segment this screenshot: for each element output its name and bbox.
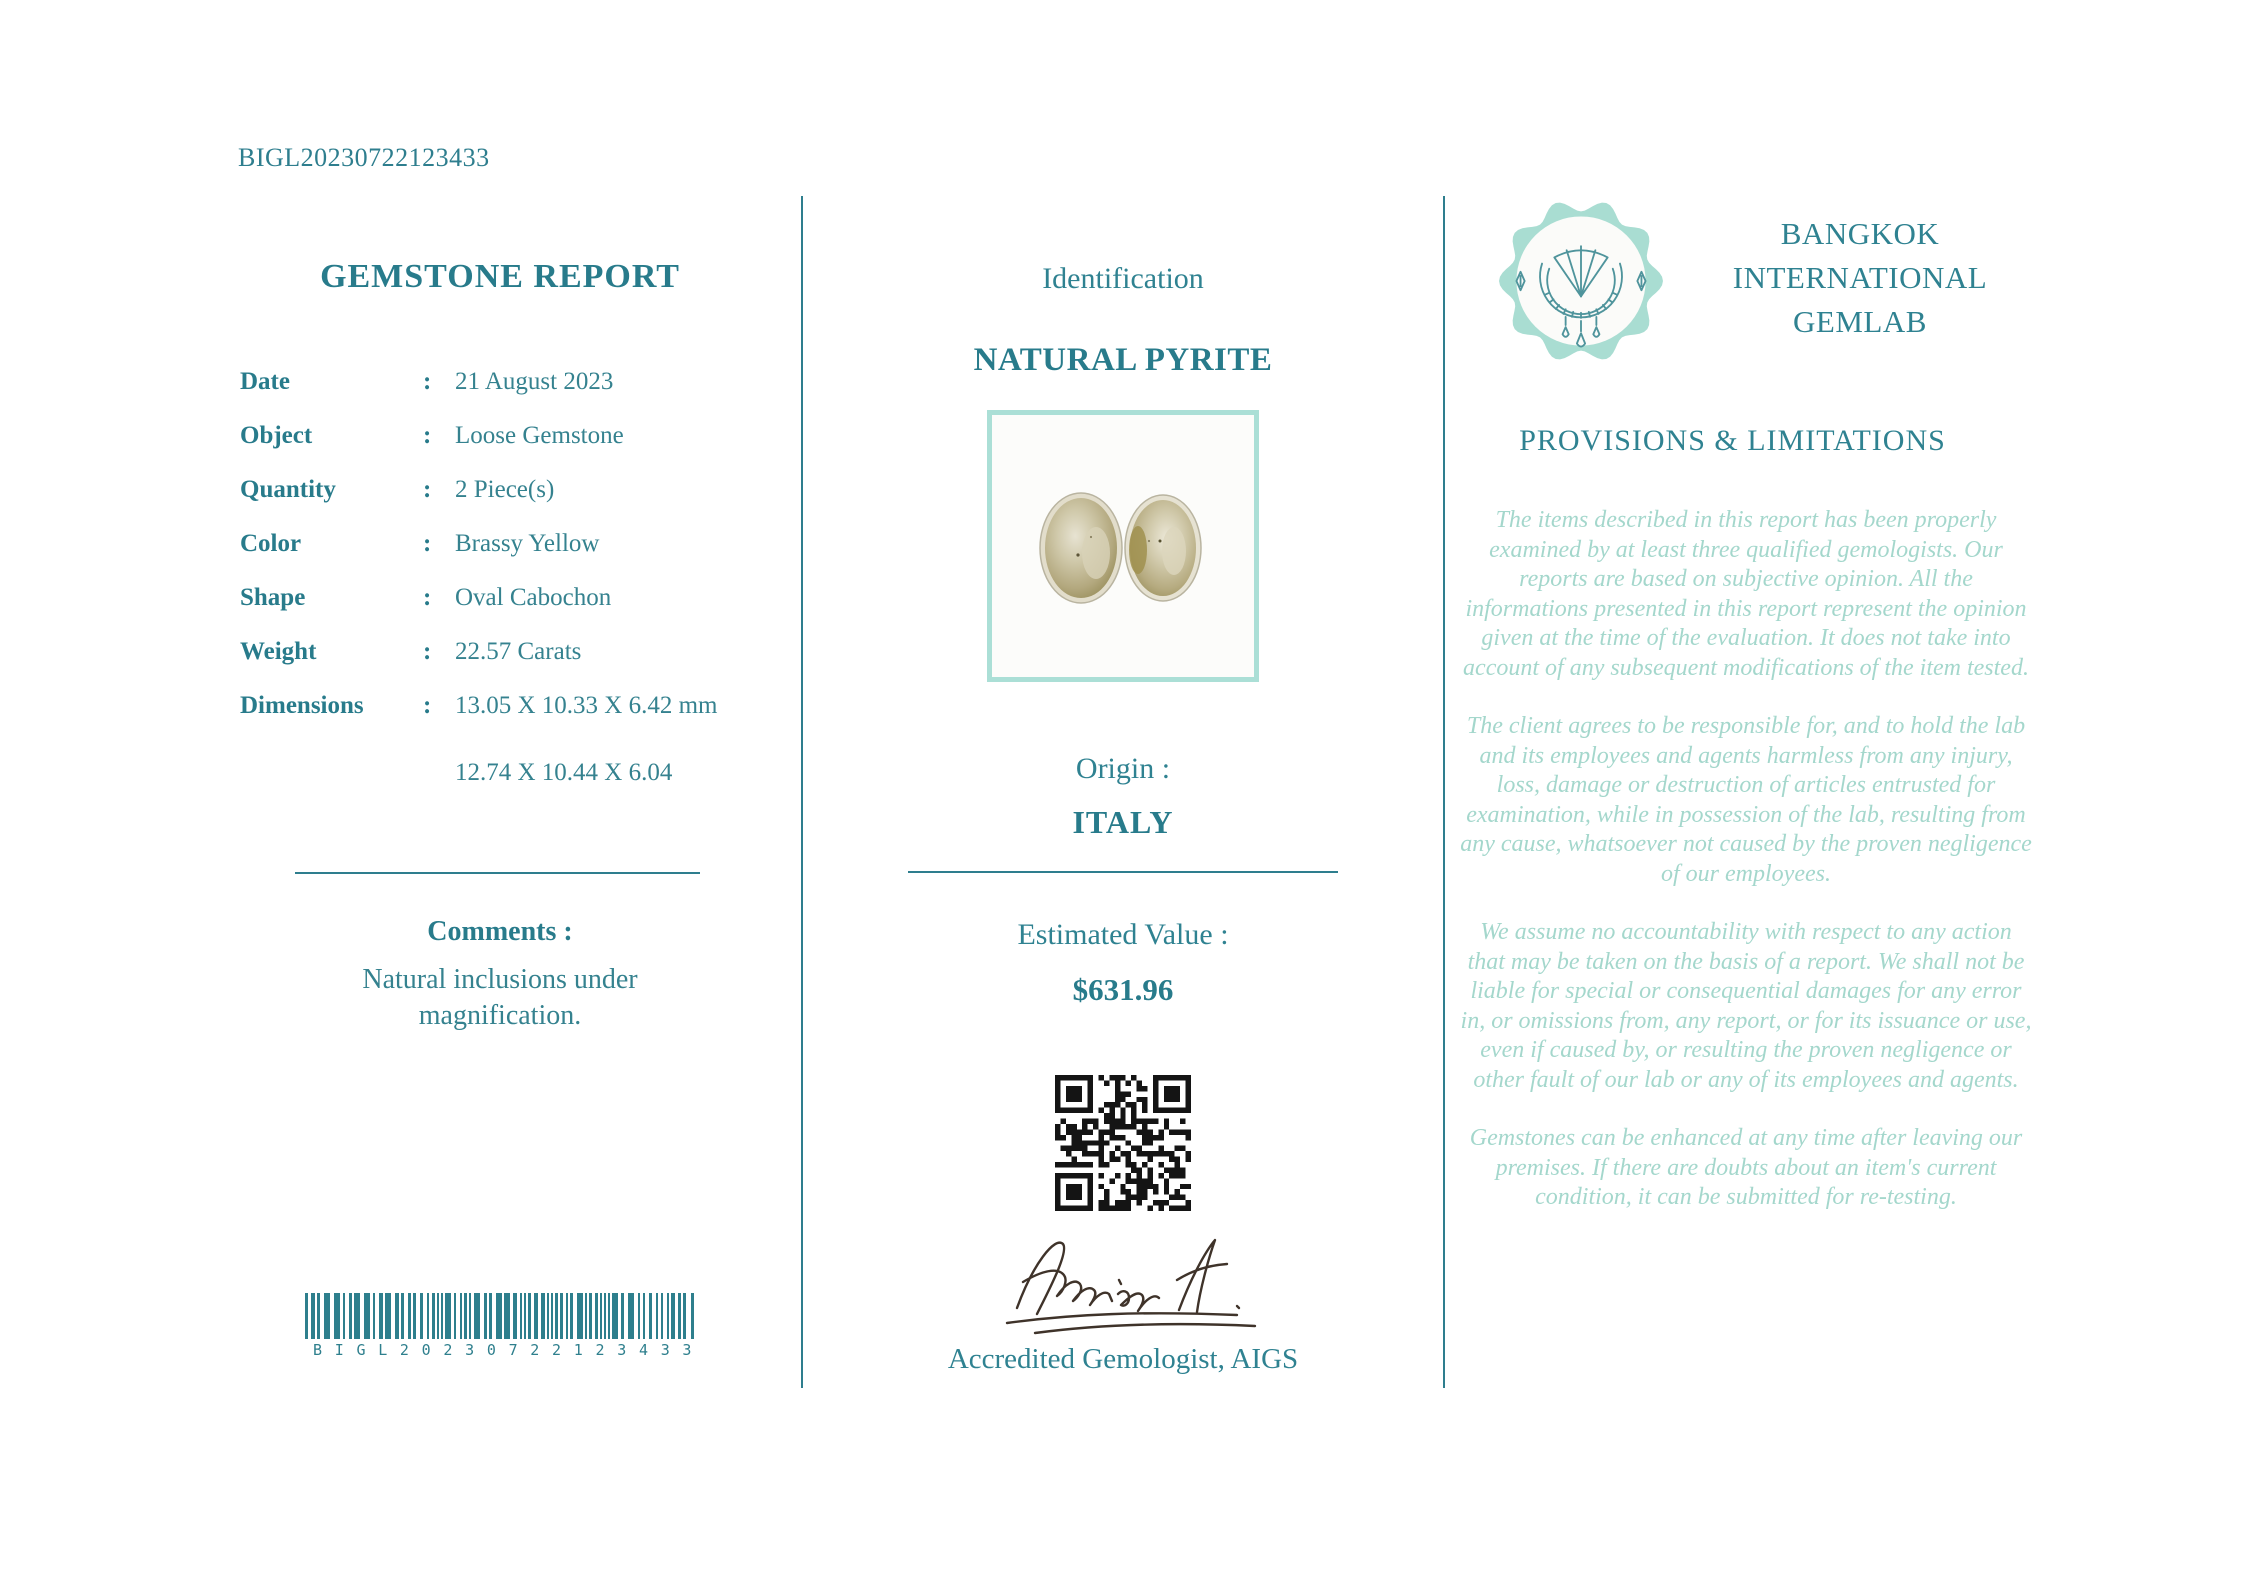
- signature-image: [943, 1222, 1303, 1342]
- field-label: Quantity: [240, 476, 336, 503]
- estimated-value-label: Estimated Value :: [1017, 918, 1229, 951]
- field-label: Object: [240, 422, 313, 449]
- field-colon: :: [423, 584, 432, 611]
- field-label: Date: [240, 368, 290, 395]
- comments-divider: [295, 872, 700, 874]
- estimated-value: $631.96: [1072, 972, 1174, 1007]
- provisions-text: [1460, 506, 2032, 1242]
- report-number: BIGL20230722123433: [238, 143, 490, 172]
- gemstone-photo-image: [992, 415, 1254, 677]
- barcode-bars: [305, 1293, 695, 1339]
- value-divider: [908, 871, 1338, 873]
- field-row-dimensions: [240, 692, 760, 746]
- field-colon: :: [423, 692, 432, 719]
- field-value: 2 Piece(s): [455, 476, 555, 503]
- identification-heading: Identification: [1042, 262, 1204, 295]
- field-colon: :: [423, 530, 432, 557]
- lab-name-line: INTERNATIONAL: [1732, 260, 1988, 295]
- field-label: Color: [240, 530, 302, 557]
- field-value: Loose Gemstone: [455, 422, 624, 449]
- report-fields: [240, 368, 760, 800]
- gemologist-signature: [943, 1222, 1303, 1342]
- field-colon: :: [423, 476, 432, 503]
- qr-code-image: [1055, 1075, 1191, 1211]
- lab-column: [1460, 0, 2035, 1589]
- field-value: 13.05 X 10.33 X 6.42 mm: [455, 692, 718, 719]
- lab-name: [1695, 212, 2025, 344]
- field-colon: :: [423, 638, 432, 665]
- comments-label: Comments :: [427, 916, 573, 947]
- identification-result: NATURAL PYRITE: [973, 342, 1273, 378]
- gemologist-title: Accredited Gemologist, AIGS: [947, 1343, 1299, 1375]
- gem-badge-icon: [1498, 198, 1664, 364]
- field-colon: :: [423, 422, 432, 449]
- field-row-shape: [240, 584, 760, 638]
- lab-logo-badge: [1498, 198, 1664, 364]
- gemstone-photo: [987, 410, 1259, 682]
- qr-code: [1055, 1075, 1191, 1211]
- dimensions-second-line: 12.74 X 10.44 X 6.04: [455, 759, 673, 786]
- field-row-color: [240, 530, 760, 584]
- field-label: Dimensions: [240, 692, 364, 719]
- origin-value: ITALY: [1072, 804, 1174, 840]
- lab-name-line: BANGKOK: [1780, 216, 1940, 251]
- lab-name-line: GEMLAB: [1793, 304, 1927, 339]
- field-value: Oval Cabochon: [455, 584, 612, 611]
- identification-column: [803, 0, 1443, 1589]
- provisions-paragraph: Gemstones can be enhanced at any time after leaving our premises. If there are doubts about an item's current condition, it can be submitted for re-testing.: [1469, 1125, 2023, 1210]
- field-row-object: [240, 422, 760, 476]
- provisions-paragraph: We assume no accountability with respect to any action that may be taken on the basis of a report. We shall not be liable for special or consequential damages for any error in, or omissions from, any report, or for its issuance or use, even if caused by, or resulting the proven negligence or other fault of our lab or any of its employees and agents.: [1460, 919, 2032, 1093]
- field-value: 21 August 2023: [455, 368, 614, 395]
- field-label: Weight: [240, 638, 317, 665]
- comments-text: Natural inclusions under magnification.: [362, 964, 638, 1031]
- report-column: [240, 0, 760, 1589]
- barcode: [305, 1293, 705, 1359]
- field-colon: :: [423, 368, 432, 395]
- column-divider-right: [1443, 196, 1445, 1388]
- field-label: Shape: [240, 584, 306, 611]
- barcode-text: BIGL20230722123433: [313, 1341, 705, 1359]
- report-title: GEMSTONE REPORT: [320, 258, 680, 295]
- origin-label: Origin :: [1075, 752, 1171, 785]
- field-row-quantity: [240, 476, 760, 530]
- provisions-paragraph: The items described in this report has been properly examined by at least three qualified gemologists. Our reports are based on subjective opinion. All the informations presented in this report represent the opinion given at the time of the evaluation. It does not take into account of any subsequent modifications of the item tested.: [1463, 507, 2029, 681]
- field-value: 22.57 Carats: [455, 638, 582, 665]
- field-value: Brassy Yellow: [455, 530, 600, 557]
- provisions-paragraph: The client agrees to be responsible for, and to hold the lab and its employees and agents harmless from any injury, loss, damage or destruction of articles entrusted for examination, while in possession of the lab, resulting from any cause, whatsoever not caused by the proven negligence of our employees.: [1460, 713, 2032, 887]
- field-row-weight: [240, 638, 760, 692]
- field-row-date: [240, 368, 760, 422]
- provisions-title: PROVISIONS & LIMITATIONS: [1519, 424, 1946, 457]
